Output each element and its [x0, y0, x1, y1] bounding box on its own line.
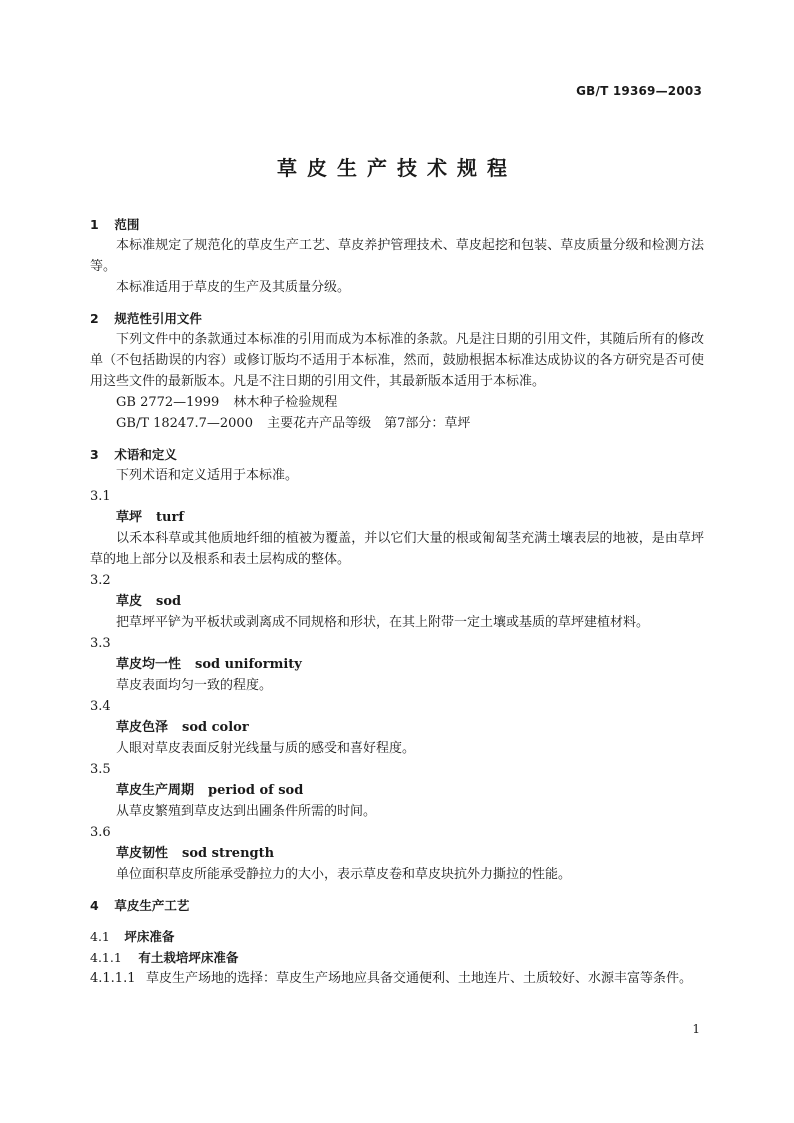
- standard-number: GB/T 19369—2003: [576, 84, 702, 98]
- paragraph: 本标准规定了规范化的草皮生产工艺、草皮养护管理技术、草皮起挖和包装、草皮质量分级和检测方法等。: [90, 238, 704, 274]
- term-zh: 草皮韧性: [116, 846, 169, 861]
- clause: [90, 968, 704, 989]
- term-zh: 草皮生产周期: [116, 783, 195, 798]
- term-definition: 从草皮繁殖到草皮达到出圃条件所需的时间。: [116, 804, 377, 819]
- term-en: turf: [156, 510, 184, 525]
- section-normative-references: [90, 308, 704, 434]
- page-number: 1: [692, 1022, 700, 1036]
- paragraph: 下列文件中的条款通过本标准的引用而成为本标准的条款。凡是注日期的引用文件，其随后所有的修改单（不包括勘误的内容）或修订版均不适用于本标准，然而，鼓励根据本标准达成协议的各方研究是否可使用这些文件的最新版本。凡是不注日期的引用文件，其最新版本适用于本标准。: [90, 332, 704, 389]
- subsection-title: 坪床准备: [124, 929, 175, 944]
- term-name: [90, 591, 704, 612]
- term-name: [90, 843, 704, 864]
- term-entry: [90, 759, 704, 822]
- clause-text: 草皮生产场地的选择：草皮生产场地应具备交通便利、土地连片、土质较好、水源丰富等条件。: [146, 971, 693, 986]
- section-terms-definitions: [90, 444, 704, 885]
- reference-name: 林木种子检验规程: [233, 395, 338, 410]
- term-name: [90, 507, 704, 528]
- term-number: 3.1: [90, 489, 111, 504]
- term-en: sod: [156, 594, 182, 609]
- subsection-number: 4.1: [90, 929, 110, 944]
- section-heading: [90, 444, 704, 465]
- document-body: [90, 214, 704, 989]
- section-title: 术语和定义: [114, 447, 177, 462]
- section-number: 2: [90, 311, 99, 326]
- section-scope: [90, 214, 704, 298]
- term-zh: 草皮色泽: [116, 720, 169, 735]
- section-title: 范围: [114, 217, 140, 232]
- term-entry: [90, 633, 704, 696]
- subsection-title: 有土栽培坪床准备: [138, 950, 239, 965]
- term-number: 3.6: [90, 825, 111, 840]
- term-name: [90, 654, 704, 675]
- term-en: sod color: [182, 720, 249, 735]
- term-entry: [90, 696, 704, 759]
- section-number: 3: [90, 447, 99, 462]
- reference-code: GB 2772—1999: [116, 395, 220, 410]
- term-definition: 把草坪平铲为平板状或剥离成不同规格和形状，在其上附带一定土壤或基质的草坪建植材料。: [116, 615, 650, 630]
- term-number: 3.2: [90, 573, 111, 588]
- term-definition: 以禾本科草或其他质地纤细的植被为覆盖，并以它们大量的根或匍匐茎充满土壤表层的地被，是由草坪草的地上部分以及根系和表土层构成的整体。: [90, 531, 704, 567]
- section-heading: [90, 214, 704, 235]
- term-zh: 草坪: [116, 510, 143, 525]
- subsection-number: 4.1.1: [90, 950, 122, 965]
- section-title: 草皮生产工艺: [114, 898, 190, 913]
- section-number: 1: [90, 217, 99, 232]
- clause-number: 4.1.1.1: [90, 971, 136, 986]
- term-name: [90, 717, 704, 738]
- section-number: 4: [90, 898, 99, 913]
- section-sod-production-process: [90, 895, 704, 989]
- reference-item: [90, 392, 704, 413]
- term-number: 3.5: [90, 762, 111, 777]
- section-title: 规范性引用文件: [114, 311, 202, 326]
- paragraph: 下列术语和定义适用于本标准。: [116, 468, 299, 483]
- term-entry: [90, 486, 704, 570]
- term-number: 3.4: [90, 699, 111, 714]
- term-zh: 草皮均一性: [116, 657, 182, 672]
- term-entry: [90, 570, 704, 633]
- subsection-heading: [90, 926, 704, 947]
- reference-code: GB/T 18247.7—2000: [116, 416, 253, 431]
- reference-name: 主要花卉产品等级 第7部分：草坪: [267, 416, 471, 431]
- term-en: period of sod: [208, 783, 304, 798]
- term-entry: [90, 822, 704, 885]
- term-zh: 草皮: [116, 594, 143, 609]
- section-heading: [90, 308, 704, 329]
- term-name: [90, 780, 704, 801]
- paragraph: 本标准适用于草皮的生产及其质量分级。: [116, 280, 351, 295]
- reference-item: [90, 413, 704, 434]
- section-heading: [90, 895, 704, 916]
- term-definition: 单位面积草皮所能承受静拉力的大小，表示草皮卷和草皮块抗外力撕拉的性能。: [116, 867, 572, 882]
- term-number: 3.3: [90, 636, 111, 651]
- term-en: sod uniformity: [195, 657, 302, 672]
- subsection-heading: [90, 947, 704, 968]
- term-en: sod strength: [182, 846, 275, 861]
- term-definition: 人眼对草皮表面反射光线量与质的感受和喜好程度。: [116, 741, 416, 756]
- term-definition: 草皮表面均匀一致的程度。: [116, 678, 273, 693]
- document-title: 草皮生产技术规程: [277, 156, 517, 180]
